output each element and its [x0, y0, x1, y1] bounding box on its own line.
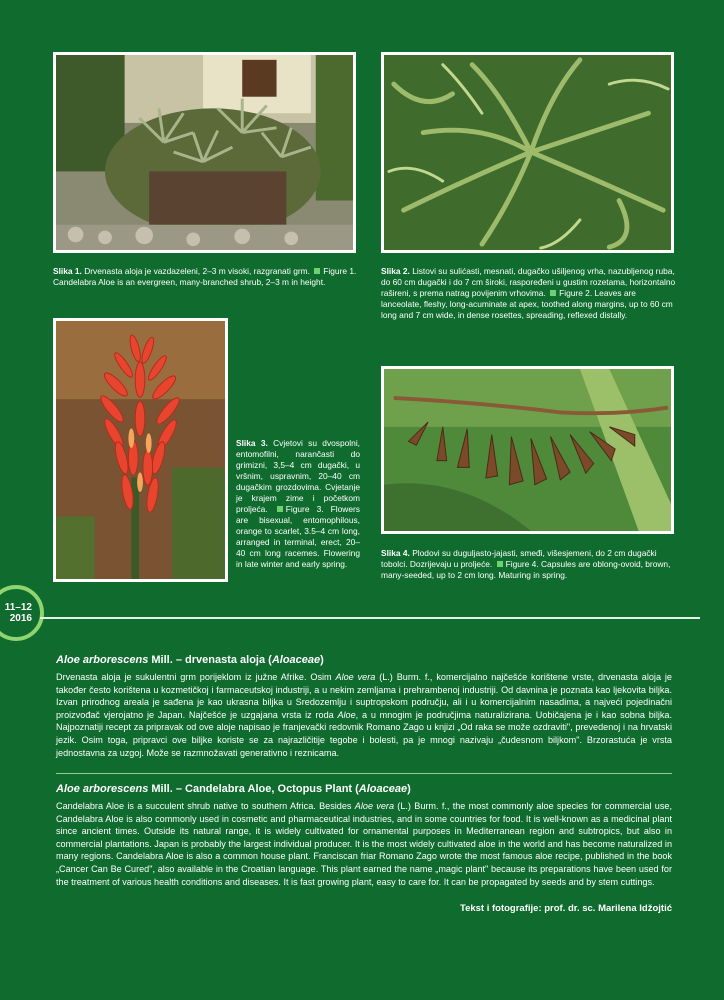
language-divider: [56, 773, 672, 774]
figure-4-en-label: Figure 4.: [505, 559, 539, 569]
square-bullet-icon: [314, 268, 320, 274]
hr-text-part-2: (L.) Burm. f., komercijalno najčešće korištene vrste, drvenasta aloja je također često korištena u kozmetičkoj i farmaceutskoj industriji, a u nekim zemljama i prehrambenoj industriji. Od davnina je poznata kao ljekovita biljka. Izvan prirodnog areala je sađena je kao ukrasna biljka u Sredozemlju i suptropskom području, ali i u komercijalnim nasadima, a najveći pojedinačni proizvođač vjerojatno je Japan. Najčešće je uzgajana vrsta iz roda: [56, 672, 672, 720]
hr-text-part-3: , a u mnogim je područjima naturalizirana. Uobičajena je i kao sobna biljka. Najpoznatiji recept za pripravak od ove aloje napisao je franjevački redovnik Romano Zago u knjizi „Od raka se može ozdraviti", prevedenoj i na hrvatski jezik. Osim toga, pripravci ove biljke koriste se za najrazličitije tegobe i bolesti, pa je mnogi nazivaju „čudesnom biljkom". Brzorastuća je vrsta jednostavna za uzgoj. Može se razmnožavati generativno i reznicama.: [56, 709, 672, 758]
en-heading-family: Aloaceae: [358, 783, 408, 795]
figure-3-caption: [236, 438, 360, 570]
figure-2-en-label: Figure 2.: [559, 288, 593, 298]
hr-text-part-1: Drvenasta aloja je sukulentni grm porijeklom iz južne Afrike. Osim: [56, 672, 336, 682]
figure-1-hr-text: Drvenasta aloja je vazdazeleni, 2–3 m visoki, razgranati grm.: [84, 266, 310, 276]
figure-1-hr-label: Slika 1.: [53, 266, 82, 276]
figure-3-hr-label: Slika 3.: [236, 438, 268, 448]
en-heading-species: Aloe arborescens: [56, 783, 149, 795]
figure-4-caption: [381, 548, 676, 581]
figure-4-hr-text: Plodovi su duguljasto-jajasti, smeđi, višesjemeni, do 2 cm dugački tobolci. Dozrijevaju u proljeće.: [381, 548, 657, 569]
square-bullet-icon: [277, 506, 283, 512]
hr-heading-close: ): [320, 654, 324, 666]
hr-heading-family: Aloaceae: [271, 654, 321, 666]
issue-badge: [0, 585, 44, 641]
issue-badge-line2: 2016: [9, 613, 32, 624]
en-heading: [56, 783, 411, 795]
hr-heading: [56, 654, 324, 666]
photo-aloe-leaves: [381, 52, 674, 253]
photo-aloe-capsules: [381, 366, 674, 534]
square-bullet-icon: [497, 561, 503, 567]
en-text-part-2: (L.) Burm. f., the most commonly aloe species for commercial use, Candelabra Aloe is also commonly used in cosmetic and pharmaceutical industries, and in some countries for food. It is well-known as a medicinal plant since ancient times. Outside its natural range, it is widely cultivated for ornamental purposes in Mediterranean region and subtropics, but also in commercial plantations. Japan is probably the largest individual producer. It is the most widely cultivated aloe in the world and has become naturalized in many regions. Candelabra Aloe is also a common house plant. Franciscan friar Romano Zago wrote the most famous aloe recipe, published in the book „Cancer Can Be Cured", also available in the Croatian language. This plant earned the name „magic plant" because its preparations have been used for the treatment of various health conditions and diseases. It is fast growing plant, easy to care for. It can be propagated by seeds and by stem cuttings.: [56, 801, 672, 887]
hr-body-text: [56, 671, 672, 759]
en-text-part-1: Candelabra Aloe is a succulent shrub native to southern Africa. Besides: [56, 801, 355, 811]
en-body-text: [56, 800, 672, 888]
en-heading-rest: Mill. – Candelabra Aloe, Octopus Plant (: [148, 783, 359, 795]
figure-2-hr-label: Slika 2.: [381, 266, 410, 276]
figure-2-en-text: Leaves are lanceolate, fleshy, long-acuminate at apex, toothed along margins, up to 60 cm long and 7 cm wide, in dense rosettes, spreading, reflexed distally.: [381, 288, 673, 320]
figure-3-en-label: Figure 3.: [285, 504, 324, 514]
author-credit: Tekst i fotografije: prof. dr. sc. Marilena Idžojtić: [459, 903, 672, 914]
hr-text-italic-1: Aloe vera: [335, 672, 376, 682]
hr-heading-species: Aloe arborescens: [56, 654, 149, 666]
figure-2-caption: [381, 266, 676, 321]
en-heading-close: ): [407, 783, 411, 795]
photo-aloe-flowers: [53, 318, 228, 582]
figure-4-en-text: Capsules are oblong-ovoid, brown, many-seeded, up to 2 cm long. Maturing in spring.: [381, 559, 671, 580]
figure-3-hr-text: Cvjetovi su dvospolni, entomofilni, narančasti do grimizni, 3,5–4 cm dugački, u vršnim, uspravnim, 20–40 cm dugačkim grozdovima. Cvjetanje je krajem zime i početkom proljeća.: [236, 438, 361, 514]
figure-1-caption: [53, 266, 358, 288]
hr-text-italic-2: Aloe: [337, 709, 356, 720]
figure-2-hr-text: Listovi su sulićasti, mesnati, dugačko ušiljenog vrha, nazubljenog ruba, do 60 cm dugački i do 7 cm široki, raspoređeni u gustim rozetama, horizontalno rašireni, s prema natrag povijenim vrhovima.: [381, 266, 676, 298]
figure-1-en-label: Figure 1.: [323, 266, 357, 276]
square-bullet-icon: [550, 290, 556, 296]
hr-heading-rest: Mill. – drvenasta aloja (: [148, 654, 272, 666]
figure-3-en-text: Flowers are bisexual, entomophilous, orange to scarlet, 3.5–4 cm long, arranged in terminal, erect, 20–40 cm long racemes. Flowering in late winter and early spring.: [236, 504, 360, 569]
en-text-italic-1: Aloe vera: [354, 801, 394, 811]
section-divider: [40, 617, 700, 619]
photo-aloe-shrub: [53, 52, 356, 253]
figure-1-en-text: Candelabra Aloe is an evergreen, many-branched shrub, 2–3 m in height.: [53, 277, 326, 287]
figure-4-hr-label: Slika 4.: [381, 548, 410, 558]
issue-badge-line1: 11–12: [4, 602, 32, 613]
